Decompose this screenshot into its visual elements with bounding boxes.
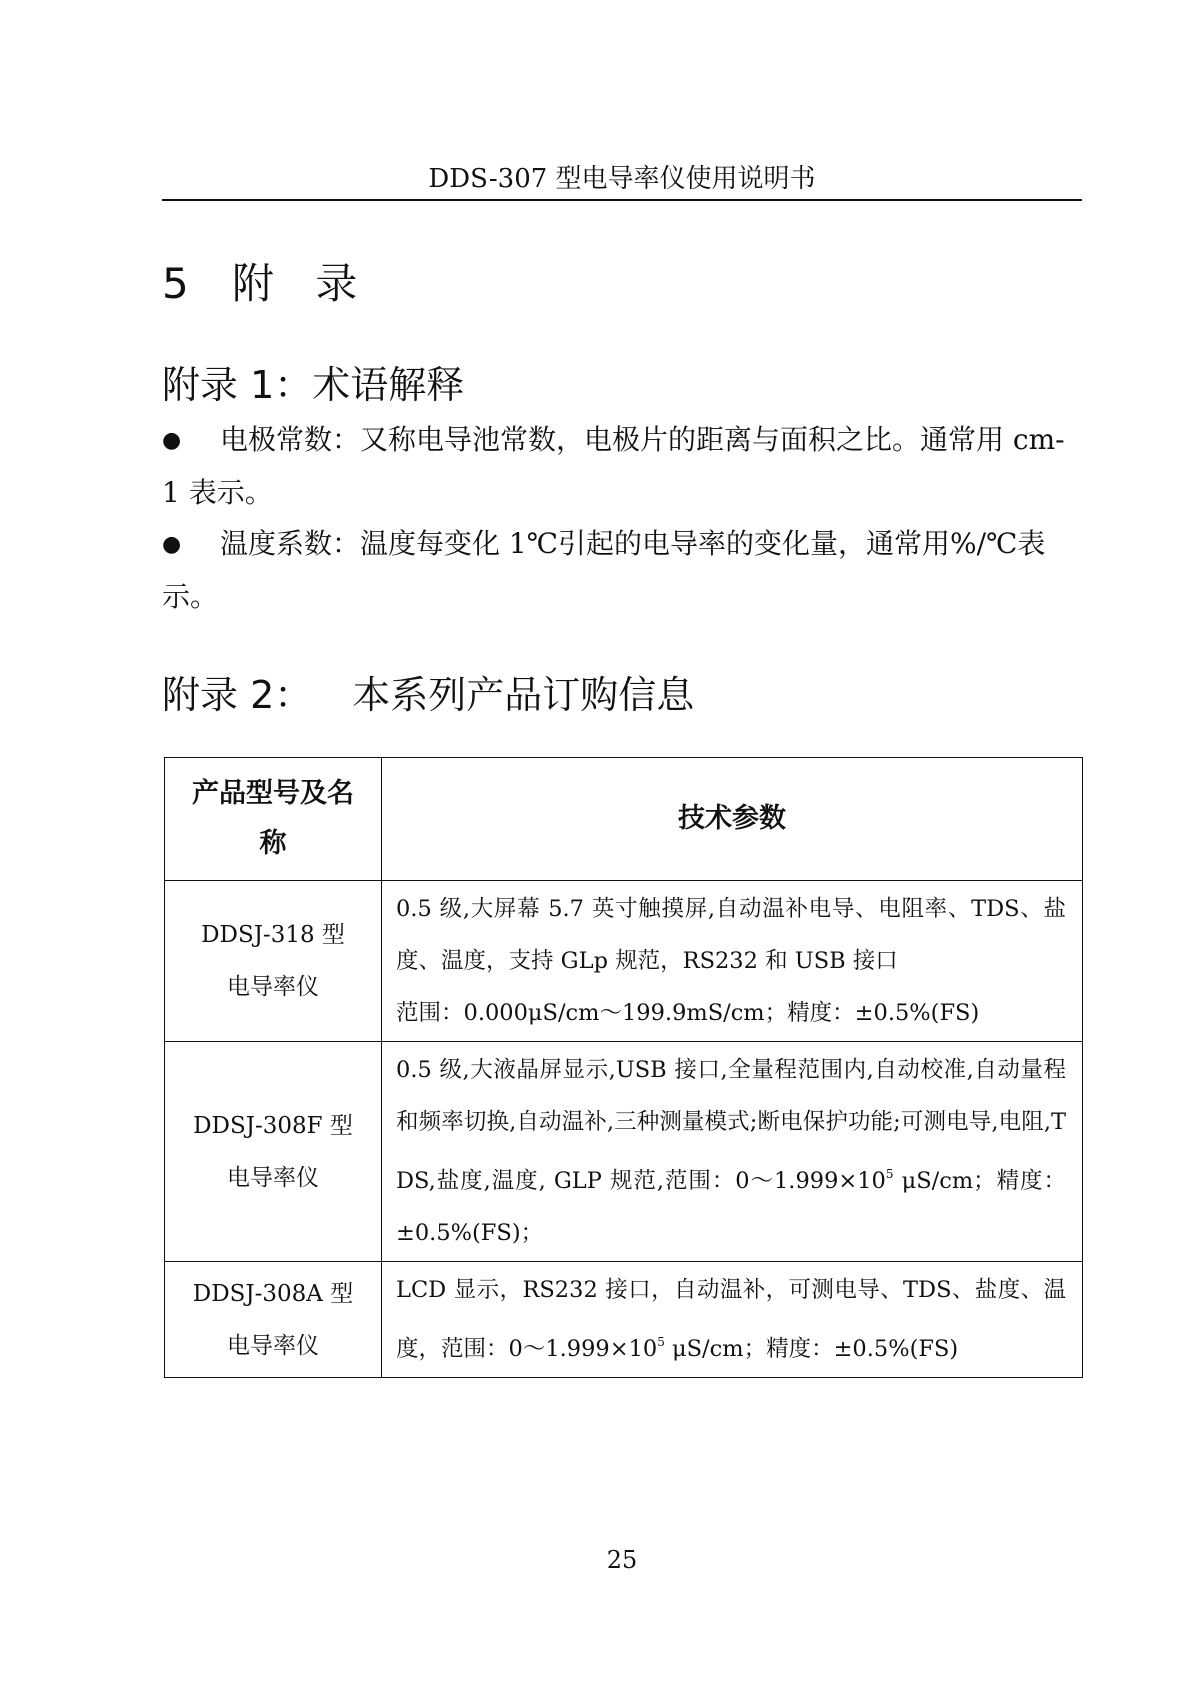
spec-tail: μS/cm；精度：±0.5%(FS): [664, 1336, 959, 1362]
page-header: DDS-307 型电导率仪使用说明书: [428, 164, 816, 194]
spec-text: LCD 显示，RS232 接口，自动温补，可测电导、TDS、盐度、温度，范围：0～1.999×10: [396, 1277, 1066, 1362]
spec-tail: μS/cm；精度：±0.5%(FS)；: [396, 1168, 1066, 1246]
header-divider: [162, 199, 1082, 201]
table-row: [165, 881, 1083, 1042]
header-model: 产品型号及名称: [165, 758, 382, 881]
model-type: 电导率仪: [227, 1332, 319, 1359]
appendix-2-title-prefix: 附录 2：: [162, 673, 313, 717]
spec-cell: [382, 1042, 1083, 1262]
chapter-title-text: 附 录: [232, 259, 372, 308]
spec-cell: [382, 881, 1083, 1042]
product-order-table: [164, 757, 1083, 1378]
model-name: DDSJ-318 型: [201, 922, 345, 948]
model-type: 电导率仪: [227, 974, 319, 1000]
chapter-number: 5: [162, 259, 189, 308]
bullet-icon: ●: [162, 428, 182, 453]
header-specs: 技术参数: [382, 758, 1083, 881]
model-name: DDSJ-308F 型: [193, 1112, 353, 1139]
appendix-1-title: 附录 1：术语解释: [162, 363, 465, 407]
model-cell: [165, 1262, 382, 1378]
spec-text: 0.5 级,大液晶屏显示,USB 接口,全量程范围内,自动校准,自动量程和频率切换,自动温补,三种测量模式;断电保护功能;可测电导,电阻,TDS,盐度,温度, GLP 规范,范围：0～1.999×10: [396, 1057, 1066, 1194]
model-type: 电导率仪: [227, 1164, 319, 1191]
chapter-title: [162, 256, 371, 312]
table-header-row: [165, 758, 1083, 881]
table-row: [165, 1262, 1083, 1378]
term-text: 温度系数：温度每变化 1℃引起的电导率的变化量，通常用%/℃表示。: [162, 527, 1046, 613]
spec-range: 范围：0.000μS/cm～199.9mS/cm；精度：±0.5%(FS): [396, 1000, 980, 1026]
appendix-2-title-text: 本系列产品订购信息: [352, 673, 695, 717]
spec-exponent: 5: [885, 1167, 894, 1181]
spec-cell: [382, 1262, 1083, 1378]
appendix-2-title: [162, 669, 694, 721]
page-number: 25: [606, 1546, 638, 1574]
model-cell: [165, 881, 382, 1042]
bullet-icon: ●: [162, 532, 182, 557]
model-name: DDSJ-308A 型: [192, 1280, 354, 1307]
table-row: [165, 1042, 1083, 1262]
spec-exponent: 5: [657, 1335, 665, 1349]
model-cell: [165, 1042, 382, 1262]
term-temperature-coefficient: [162, 518, 1082, 623]
term-electrode-constant: [162, 414, 1082, 519]
term-text: 电极常数：又称电导池常数，电极片的距离与面积之比。通常用 cm-1 表示。: [162, 423, 1065, 509]
spec-features: 0.5 级,大屏幕 5.7 英寸触摸屏,自动温补电导、电阻率、TDS、盐度、温度，支持 GLp 规范，RS232 和 USB 接口: [396, 896, 1066, 974]
